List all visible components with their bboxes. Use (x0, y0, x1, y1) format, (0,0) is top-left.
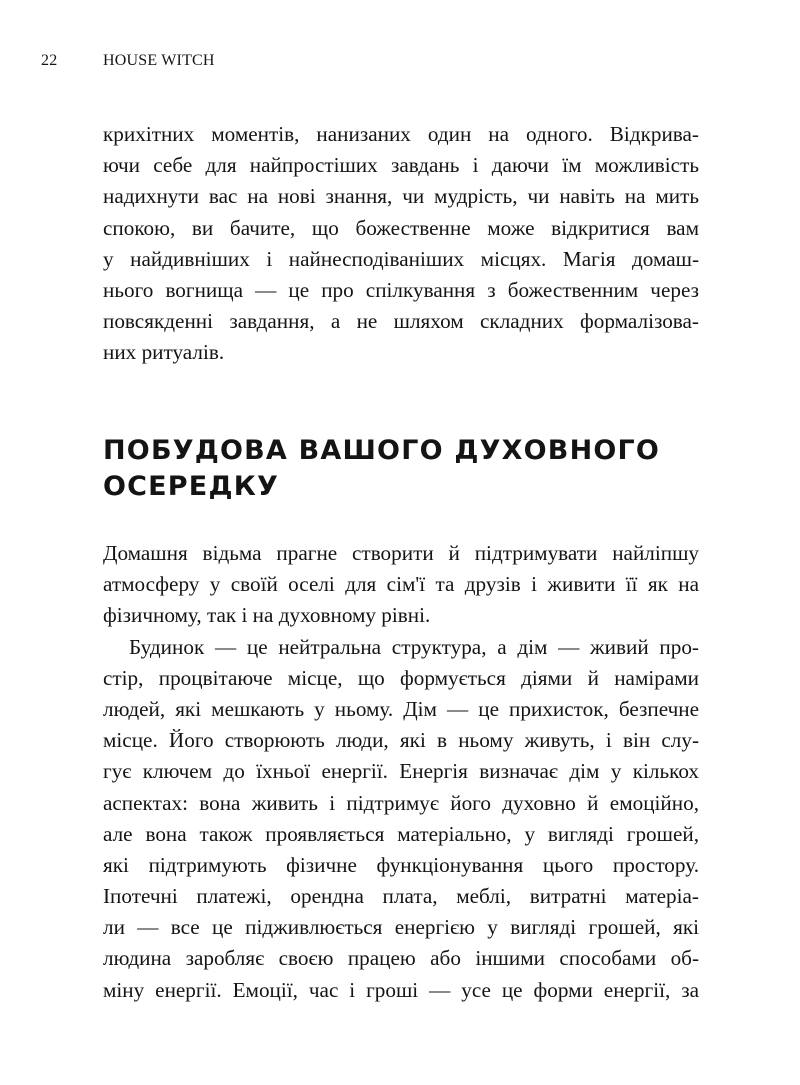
text-line: які підтримують фізичне функціонування цього простору. (103, 852, 699, 877)
text-line: гує ключем до їхньої енергії. Енергія визначає дім у кількох (103, 759, 699, 784)
text-line: стір, процвітаюче місце, що формується діями й намірами (103, 665, 699, 690)
intro-paragraph-block (103, 119, 699, 369)
text-line: але вона також проявляється матеріально, у вигляді грошей, (103, 821, 699, 846)
text-line: ли — все це підживлюється енергією у вигляді грошей, які (103, 915, 699, 940)
section-paragraph-1 (103, 538, 699, 632)
text-line: аспектах: вона живить і підтримує його духовно й емоційно, (103, 790, 699, 815)
text-line: Будинок — це нейтральна структура, а дім — живий про- (129, 634, 699, 659)
text-line: людей, які мешкають у ньому. Дім — це прихисток, безпечне (103, 696, 699, 721)
text-line: фізичному, так і на духовному рівні. (103, 603, 431, 628)
book-title: HOUSE WITCH (103, 52, 215, 69)
text-line: надихнути вас на нові знання, чи мудрість, чи навіть на мить (103, 184, 699, 209)
text-line: повсякденні завдання, а не шляхом складних формалізова- (103, 309, 699, 334)
text-line: у найдивніших і найнесподіваніших місцях. Магія домаш- (103, 246, 699, 271)
section-paragraph-2 (103, 632, 699, 1006)
text-line: спокою, ви бачите, що божественне може відкритися вам (103, 215, 699, 240)
section-heading-line: ПОБУДОВА ВАШОГО ДУХОВНОГО (103, 435, 661, 466)
running-head (41, 52, 215, 70)
text-line: місце. Його створюють люди, які в ньому живуть, і він слу- (103, 728, 699, 753)
text-line: ючи себе для найпростіших завдань і даючи їм можливість (103, 153, 699, 178)
text-line: атмосферу у своїй оселі для сім'ї та друзів і живити її як на (103, 572, 699, 597)
section-heading (103, 433, 703, 505)
intro-paragraph (103, 119, 699, 369)
text-line: людина заробляє своєю працею або іншими способами об- (103, 946, 699, 971)
text-line: нього вогнища — це про спілкування з божественним через (103, 277, 699, 302)
text-line: них ритуалів. (103, 340, 225, 365)
section-body (103, 538, 699, 1006)
text-line: Домашня відьма прагне створити й підтримувати найліпшу (103, 541, 699, 565)
page-number: 22 (41, 52, 58, 69)
text-line: крихітних моментів, нанизаних один на одного. Відкрива- (103, 122, 699, 146)
section-heading-line: ОСЕРЕДКУ (103, 471, 279, 502)
text-line: міну енергії. Емоції, час і гроші — усе це форми енергії, за (103, 977, 699, 1002)
text-line: Іпотечні платежі, орендна плата, меблі, витратні матеріа- (103, 884, 699, 909)
